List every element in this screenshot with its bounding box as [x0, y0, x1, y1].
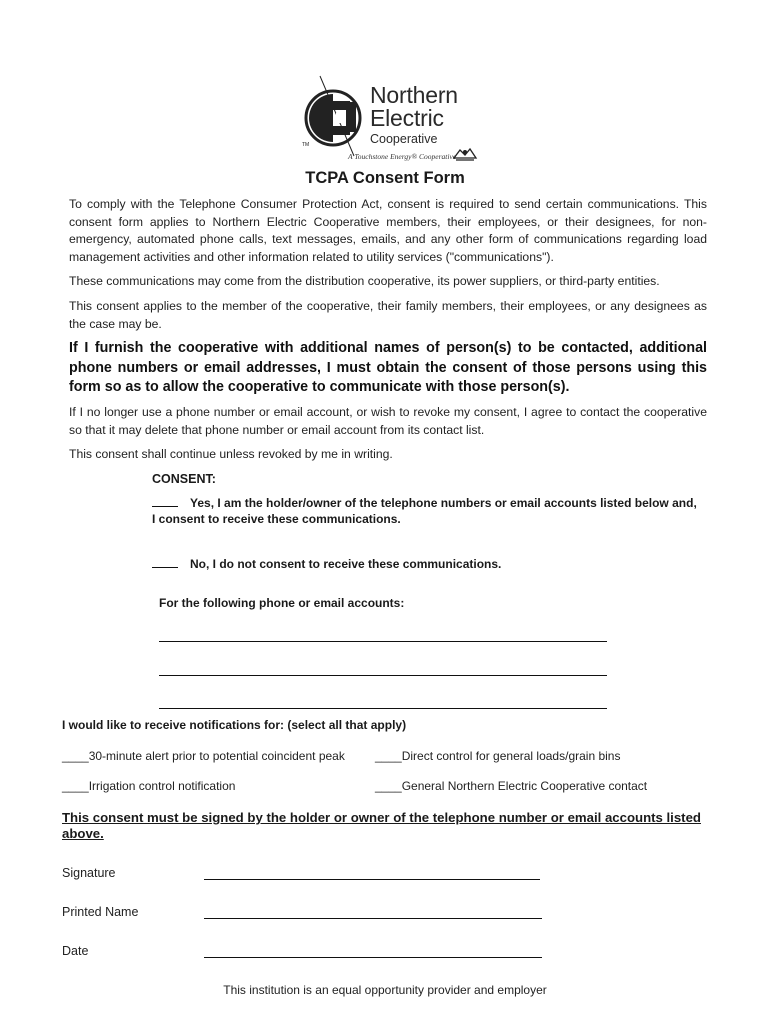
additional-persons-paragraph: If I furnish the cooperative with additional names of person(s) to be contacted, additional phone numbers or email addresses, I must obtain the consent of those persons using this form so as to allow the cooperative to communicate with those person(s).: [69, 340, 707, 395]
account-line-2[interactable]: [159, 675, 607, 676]
footer-statement: This institution is an equal opportunity provider and employer: [223, 983, 547, 997]
signature-label: Signature: [62, 866, 116, 880]
date-label: Date: [62, 944, 89, 958]
accounts-label: For the following phone or email accounts:: [159, 596, 405, 610]
sources-paragraph: These communications may come from the distribution cooperative, its power suppliers, or third-party entities.: [69, 274, 660, 288]
continue-paragraph: This consent shall continue unless revoked by me in writing.: [69, 447, 393, 461]
page-title: TCPA Consent Form: [305, 169, 465, 187]
applies-paragraph: This consent applies to the member of the cooperative, their family members, their employees, or any designees as the case may be.: [69, 299, 707, 331]
consent-no-option: [152, 556, 700, 572]
notify-option-direct-control[interactable]: ____Direct control for general loads/grain bins: [375, 749, 621, 763]
signature-notice: This consent must be signed by the holder or owner of the telephone number or email accounts listed above.: [62, 810, 701, 841]
notifications-heading: I would like to receive notifications for: (select all that apply): [62, 718, 407, 732]
logo: [298, 70, 488, 170]
revoke-paragraph: If I no longer use a phone number or email account, or wish to revoke my consent, I agree to contact the cooperative so that it may delete that phone number or email account from its contact list.: [69, 405, 707, 437]
consent-yes-option: [152, 495, 700, 527]
consent-no-blank[interactable]: [152, 556, 178, 568]
logo-line3: Cooperative: [370, 132, 438, 146]
printed-name-line[interactable]: [204, 918, 542, 919]
intro-paragraph: To comply with the Telephone Consumer Protection Act, consent is required to send certain communications. This consent form applies to Northern Electric Cooperative members, their employees, or their designees, for non-emergency, automated phone calls, text messages, emails, and any other form of communications regarding load management activities and other information related to utility services ("communications").: [69, 197, 707, 264]
notify-option-general-contact[interactable]: ____General Northern Electric Cooperative contact: [375, 779, 648, 793]
printed-name-label: Printed Name: [62, 905, 139, 919]
logo-line1: Northern: [370, 82, 458, 108]
notify-option-irrigation[interactable]: ____Irrigation control notification: [62, 779, 236, 793]
consent-heading: CONSENT:: [152, 472, 216, 486]
logo-line2: Electric: [370, 105, 444, 131]
account-line-1[interactable]: [159, 641, 607, 642]
signature-line[interactable]: [204, 879, 540, 880]
consent-no-text: No, I do not consent to receive these communications.: [190, 557, 502, 571]
notify-option-coincident-peak[interactable]: ____30-minute alert prior to potential coincident peak: [62, 749, 345, 763]
consent-yes-blank[interactable]: [152, 495, 178, 507]
consent-yes-text: Yes, I am the holder/owner of the telephone numbers or email accounts listed below and, I consent to receive these communications.: [152, 496, 697, 526]
logo-wordmark: [370, 84, 458, 147]
touchstone-energy-icon: [452, 146, 478, 162]
account-line-3[interactable]: [159, 708, 607, 709]
logo-tm: TM: [302, 142, 310, 148]
date-line[interactable]: [204, 957, 542, 958]
logo-tagline: A Touchstone Energy® Cooperative: [348, 152, 457, 161]
